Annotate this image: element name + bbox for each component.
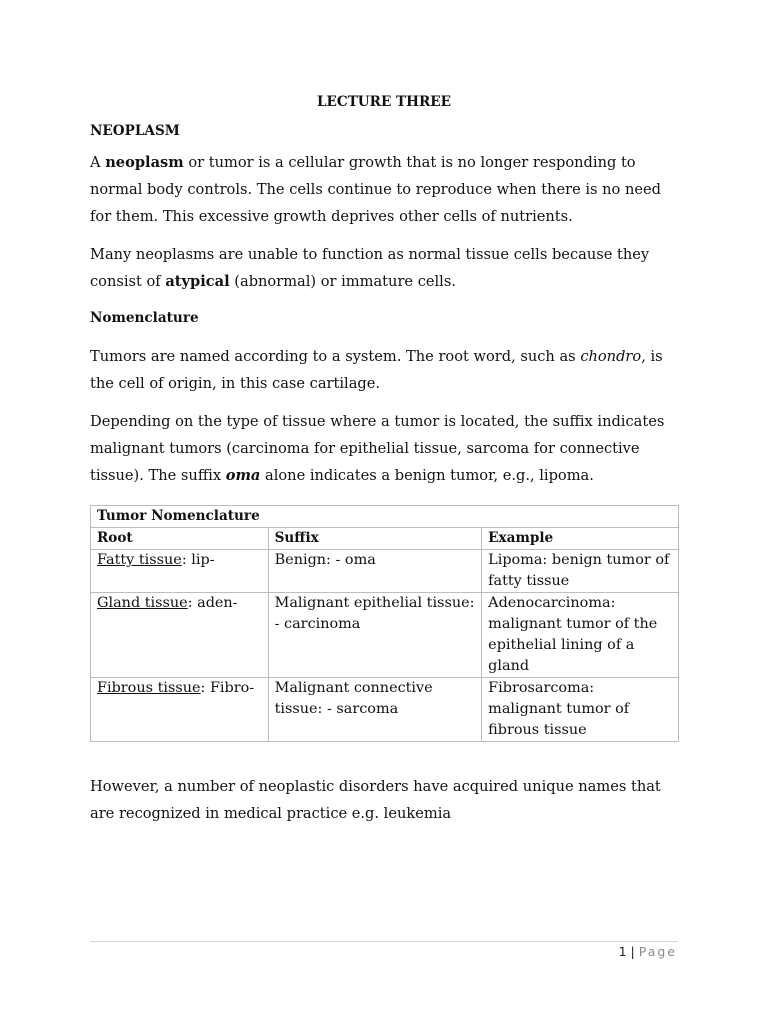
para2-text-rest: (abnormal) or immature cells. [229,273,456,290]
para3-italic-term: chondro [580,348,642,365]
column-header-example: Example [482,528,679,550]
root-prefix: : lip- [181,552,215,568]
para1-bold-term: neoplasm [105,154,184,171]
para4-text-rest: alone indicates a benign tumor, e.g., lipoma. [260,467,594,484]
paragraph-suffix [90,408,680,489]
suffix-cell: Malignant epithelial tissue: - carcinoma [268,593,482,678]
root-cell [91,678,269,742]
example-cell: Fibrosarcoma: malignant tumor of fibrous tissue [482,678,679,742]
root-cell [91,550,269,593]
page-footer [619,942,677,962]
example-cell: Lipoma: benign tumor of fatty tissue [482,550,679,593]
subheading-nomenclature: Nomenclature [90,310,199,326]
table-caption: Tumor Nomenclature [91,506,679,528]
tumor-nomenclature-table [90,505,679,742]
column-header-root: Root [91,528,269,550]
para4-text-start: Depending on the type of tissue where a tumor is located, the suffix indicates malignant tumors (carcinoma for epithelial tissue, sarcoma for connective tissue). The suffix [90,413,665,484]
section-heading-neoplasm: NEOPLASM [90,123,180,139]
para2-bold-term: atypical [165,273,230,290]
paragraph-neoplasm-definition [90,149,680,230]
root-prefix: : Fibro- [200,680,255,696]
root-term: Fatty tissue [97,552,182,568]
para4-bold-italic-term: oma [225,467,261,484]
root-term: Gland tissue [97,595,188,611]
lecture-title: LECTURE THREE [316,94,452,110]
para1-text-rest: or tumor is a cellular growth that is no longer responding to normal body controls. The cells continue to reproduce when there is no need for them. This excessive growth deprives other cells of nutrients. [90,154,661,225]
suffix-cell: Malignant connective tissue: - sarcoma [268,678,482,742]
para1-text-start: A [90,154,106,171]
para2-text-start: Many neoplasms are unable to function as normal tissue cells because they consist of [90,246,650,290]
para3-text-rest: , is the cell of origin, in this case cartilage. [90,348,663,392]
paragraph-unique-names: However, a number of neoplastic disorders have acquired unique names that are recognized in medical practice e.g. leukemia [90,778,661,822]
page-number: 1 [618,944,627,959]
table-row [91,678,679,742]
table-row [91,550,679,593]
root-cell [91,593,269,678]
table-row [91,593,679,678]
suffix-cell: Benign: - oma [268,550,482,593]
table-header-row [91,528,679,550]
footer-divider [90,941,678,942]
page-label: Page [638,944,677,959]
column-header-suffix: Suffix [268,528,482,550]
para3-text-start: Tumors are named according to a system. The root word, such as [90,348,581,365]
page-separator: | [626,944,639,959]
paragraph-atypical-cells [90,241,680,295]
root-term: Fibrous tissue [97,680,201,696]
example-cell: Adenocarcinoma: malignant tumor of the epithelial lining of a gland [482,593,679,678]
table-caption-row [91,506,679,528]
root-prefix: : aden- [187,595,238,611]
paragraph-root-word [90,343,680,397]
